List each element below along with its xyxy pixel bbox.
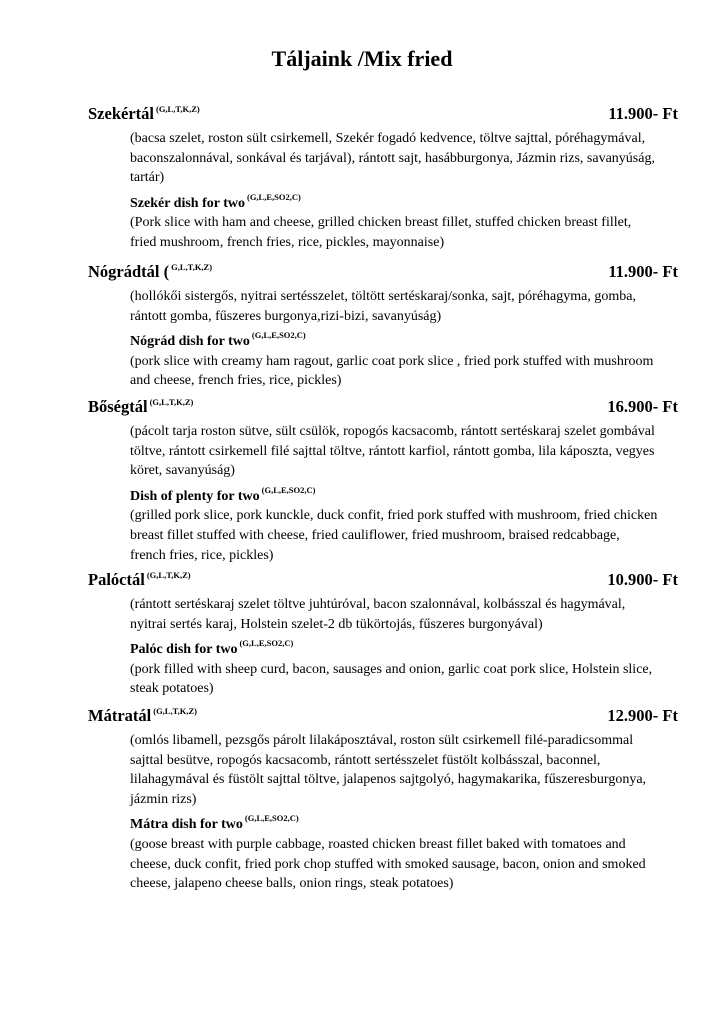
- dish-header: [88, 104, 678, 128]
- dish-price: 11.900- Ft: [608, 104, 678, 123]
- hungarian-description-line: nyitrai sertés karaj, Holstein szelet-2 db tükörtojás, fűszeres burgonyával): [130, 616, 543, 632]
- english-description-line: french fries, rice, pickles): [130, 547, 274, 563]
- dish-allergens: (G,L,T,K,Z): [149, 397, 194, 407]
- dish-name: [88, 706, 197, 726]
- dish-description: [130, 731, 678, 894]
- dish-name: [88, 262, 212, 282]
- dish-header: [88, 262, 678, 286]
- page-title: Táljaink /Mix fried: [271, 46, 453, 71]
- english-dish-name-text: Palóc dish for two: [130, 642, 238, 658]
- hungarian-description-line: sajttal besütve, ropogós kacsacomb, rántott sertésszelet füstölt kolbásszal, baconnel,: [130, 752, 601, 768]
- dish-allergens: (G,L,T,K,Z): [146, 570, 191, 580]
- dish-header: [88, 570, 678, 594]
- dish-allergens: (G,L,T,K,Z): [155, 104, 200, 114]
- menu-dish: [88, 262, 678, 391]
- english-description-line: cheese, jalapeno cheese balls, onion rings, steak potatoes): [130, 876, 454, 892]
- hungarian-description-line: jázmin rizs): [130, 791, 197, 807]
- english-dish-name-text: Mátra dish for two: [130, 817, 243, 833]
- english-dish-allergens: (G,L,E,SO2,C): [261, 484, 316, 495]
- english-description-line: (Pork slice with ham and cheese, grilled chicken breast fillet, stuffed chicken breast fillet,: [130, 215, 632, 231]
- english-dish-name: [130, 188, 678, 214]
- english-dish-name: [130, 326, 678, 352]
- hungarian-description-line: baconszalonnával, sonkával és tarjával), rántott sajt, hasábburgonya, Jázmin rizs, savanyúság,: [130, 150, 655, 166]
- menu-dish: [88, 706, 678, 894]
- dish-header: [88, 706, 678, 730]
- english-description-line: breast fillet stuffed with cheese, fried cauliflower, fried mushroom, braised redcabbage,: [130, 527, 620, 543]
- english-dish-allergens: (G,L,E,SO2,C): [246, 191, 301, 202]
- dish-description: [130, 422, 678, 565]
- hungarian-description-line: (hollókői sistergős, nyitrai sertésszelet, töltött sertéskaraj/sonka, sajt, póréhagyma, gomba,: [130, 289, 636, 304]
- dish-description: [130, 129, 678, 253]
- hungarian-description-line: (omlós libamell, pezsgős párolt lilakáposztával, roston sült csirkemell filé-paradicsommal: [130, 733, 634, 748]
- hungarian-description-line: lilahagymával és füstölt sajttal töltve, jalapenos sajtgolyó, hagymakarika, fűszeresburgonya,: [130, 772, 647, 788]
- dish-description: [130, 595, 678, 699]
- dish-allergens: G,L,T,K,Z): [171, 262, 213, 272]
- dish-name-text: Szekértál: [88, 104, 154, 123]
- english-dish-name: [130, 809, 678, 835]
- menu-dish: [88, 570, 678, 699]
- english-description-line: steak potatoes): [130, 681, 214, 697]
- english-dish-name-text: Szekér dish for two: [130, 195, 245, 211]
- hungarian-description-line: tartár): [130, 170, 165, 186]
- english-dish-allergens: (G,L,E,SO2,C): [244, 813, 299, 824]
- dish-name: [88, 570, 191, 590]
- english-dish-allergens: (G,L,E,SO2,C): [239, 638, 294, 649]
- dish-name: [88, 397, 193, 417]
- dish-allergens: (G,L,T,K,Z): [153, 706, 197, 716]
- dish-name-text: Nógrádtál (: [88, 262, 170, 281]
- english-description-line: (pork slice with creamy ham ragout, garlic coat pork slice , fried pork stuffed with mushroom: [130, 353, 654, 369]
- english-dish-name-text: Dish of plenty for two: [130, 488, 260, 504]
- menu-dish: [88, 397, 678, 565]
- english-description-line: and cheese, french fries, rice, pickles): [130, 373, 342, 389]
- english-description-line: (pork filled with sheep curd, bacon, sausages and onion, garlic coat pork slice, Holstein slice,: [130, 661, 653, 677]
- hungarian-description-line: (rántott sertéskaraj szelet töltve juhtúróval, bacon szalonnával, kolbásszal és hagymával,: [130, 597, 626, 612]
- hungarian-description-line: köret, savanyúság): [130, 463, 235, 479]
- hungarian-description-line: (pácolt tarja roston sütve, sült csülök, ropogós kacsacomb, rántott sertéskaraj szelet gombával: [130, 424, 655, 439]
- dish-name-text: Mátratál: [88, 706, 152, 725]
- hungarian-description-line: (bacsa szelet, roston sült csirkemell, Szekér fogadó kedvence, töltve sajttal, póréhagymával,: [130, 131, 646, 146]
- dish-price: 11.900- Ft: [608, 262, 678, 281]
- dish-header: [88, 397, 678, 421]
- english-description-line: cheese, duck confit, fried pork chop stuffed with smoked sausage, bacon, onion and smoked: [130, 856, 646, 872]
- english-description-line: fried mushroom, french fries, rice, pickles, mayonnaise): [130, 234, 445, 250]
- english-dish-name: [130, 481, 678, 507]
- dish-name: [88, 104, 200, 124]
- hungarian-description-line: rántott gomba, fűszeres burgonya,rizi-bizi, savanyúság): [130, 308, 442, 324]
- english-description-line: (grilled pork slice, pork kunckle, duck confit, fried pork stuffed with mushroom, fried chicken: [130, 508, 658, 524]
- dish-price: 12.900- Ft: [607, 706, 678, 725]
- dish-name-text: Bőségtál: [88, 397, 148, 416]
- hungarian-description-line: töltve, rántott csirkemell filé sajttal töltve, rántott karfiol, rántott gomba, lila káposzta, vegyes: [130, 443, 655, 459]
- dish-price: 10.900- Ft: [607, 570, 678, 589]
- dish-description: [130, 287, 678, 391]
- dish-price: 16.900- Ft: [607, 397, 678, 416]
- english-dish-name: [130, 634, 678, 660]
- menu-dish: [88, 104, 678, 253]
- english-dish-name-text: Nógrád dish for two: [130, 334, 250, 350]
- english-description-line: (goose breast with purple cabbage, roasted chicken breast fillet baked with tomatoes and: [130, 836, 626, 852]
- english-dish-allergens: (G,L,E,SO2,C): [251, 330, 306, 341]
- dish-name-text: Palóctál: [88, 570, 145, 589]
